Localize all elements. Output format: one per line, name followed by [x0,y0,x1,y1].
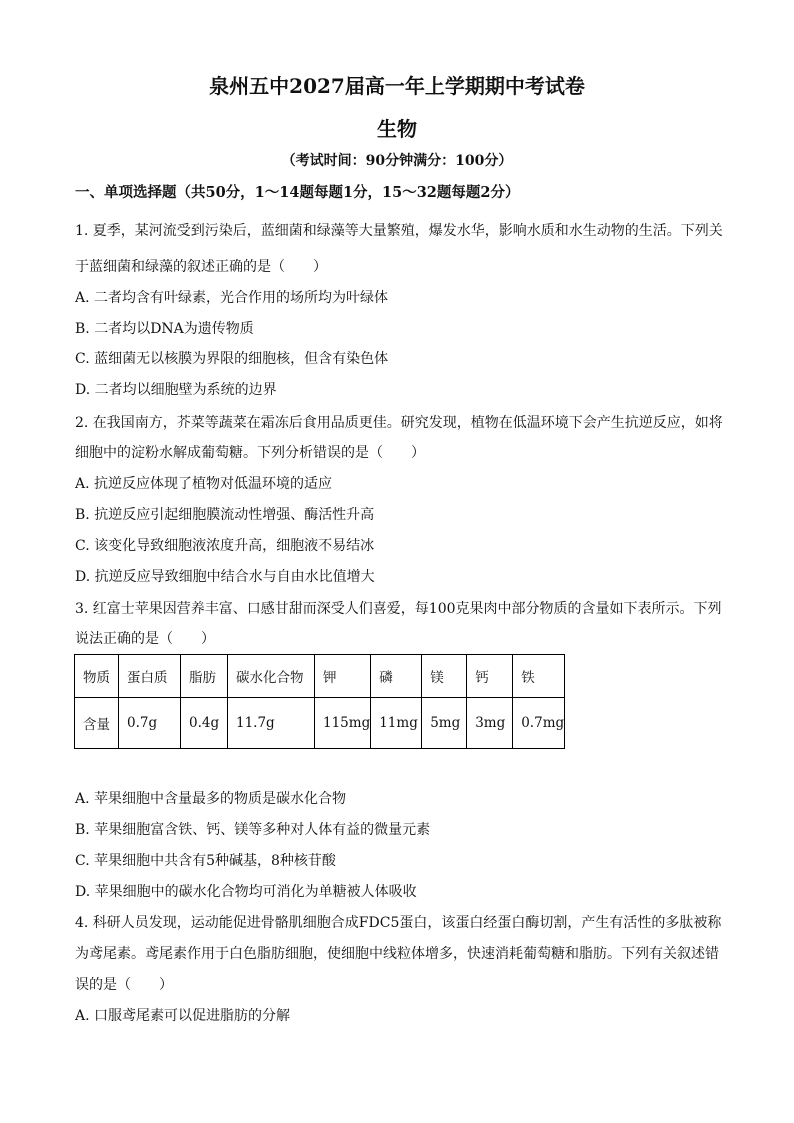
table-cell: 115mg [315,698,371,749]
q1-option-b: B. 二者均以DNA为遗传物质 [75,321,254,337]
table-cell: 蛋白质 [119,655,181,698]
q2-stem-line2: 细胞中的淀粉水解成葡萄糖。下列分析错误的是（ ） [75,445,425,461]
q3-option-d: D. 苹果细胞中的碳水化合物均可消化为单糖被人体吸收 [75,884,417,900]
q2-stem-line1: 2. 在我国南方，芥菜等蔬菜在霜冻后食用品质更佳。研究发现，植物在低温环境下会产生抗逆反应，如将 [75,415,723,431]
q4-stem-line3: 误的是（ ） [75,977,173,993]
subject-title: 生物 [377,117,417,141]
q2-option-c: C. 该变化导致细胞液浓度升高，细胞液不易结冰 [75,538,375,554]
q3-option-c: C. 苹果细胞中共含有5种碱基，8种核苷酸 [75,853,336,869]
table-header-row [75,655,565,698]
table-cell: 11mg [371,698,422,749]
section-heading: 一、单项选择题（共50分，1～14题每题1分，15～32题每题2分） [75,184,520,201]
table-cell: 碳水化合物 [228,655,315,698]
q2-option-b: B. 抗逆反应引起细胞膜流动性增强、酶活性升高 [75,507,375,523]
table-cell: 铁 [513,655,565,698]
q2-option-a: A. 抗逆反应体现了植物对低温环境的适应 [75,476,333,492]
table-cell: 11.7g [228,698,315,749]
exam-info: （考试时间：90分钟满分：100分） [281,153,513,169]
q1-option-d: D. 二者均以细胞壁为系统的边界 [75,382,277,398]
q3-stem-line2: 说法正确的是（ ） [75,631,215,647]
table-cell: 3mg [467,698,513,749]
q3-option-b: B. 苹果细胞富含铁、钙、镁等多种对人体有益的微量元素 [75,822,431,838]
table-cell: 0.7g [119,698,181,749]
table-cell: 镁 [422,655,467,698]
q3-stem-line1: 3. 红富士苹果因营养丰富、口感甘甜而深受人们喜爱，每100克果肉中部分物质的含量如下表所示。下列 [75,601,722,617]
table-row [75,698,565,749]
q1-option-c: C. 蓝细菌无以核膜为界限的细胞核，但含有染色体 [75,351,389,367]
table-cell: 钾 [315,655,371,698]
q1-stem-line1: 1. 夏季，某河流受到污染后，蓝细菌和绿藻等大量繁殖，爆发水华，影响水质和水生动物的生活。下列关 [75,223,723,239]
table-cell: 脂肪 [181,655,228,698]
table-cell: 0.4g [181,698,228,749]
q3-option-a: A. 苹果细胞中含量最多的物质是碳水化合物 [75,791,347,807]
table-cell: 含量 [75,698,119,749]
exam-title: 泉州五中2027届高一年上学期期中考试卷 [209,74,585,98]
q4-stem-line1: 4. 科研人员发现，运动能促进骨骼肌细胞合成FDC5蛋白，该蛋白经蛋白酶切割，产生有活性的多肽被称 [75,915,722,931]
table-cell: 钙 [467,655,513,698]
table-cell: 物质 [75,655,119,698]
table-cell: 0.7mg [513,698,565,749]
table-cell: 磷 [371,655,422,698]
q4-option-a: A. 口服鸢尾素可以促进脂肪的分解 [75,1008,291,1024]
q1-stem-line2: 于蓝细菌和绿藻的叙述正确的是（ ） [75,259,327,275]
q1-option-a: A. 二者均含有叶绿素，光合作用的场所均为叶绿体 [75,290,389,306]
q4-stem-line2: 为鸢尾素。鸢尾素作用于白色脂肪细胞，使细胞中线粒体增多，快速消耗葡萄糖和脂肪。下列有关叙述错 [75,946,719,962]
q2-option-d: D. 抗逆反应导致细胞中结合水与自由水比值增大 [75,569,375,585]
table-cell: 5mg [422,698,467,749]
nutrient-table [74,654,565,749]
